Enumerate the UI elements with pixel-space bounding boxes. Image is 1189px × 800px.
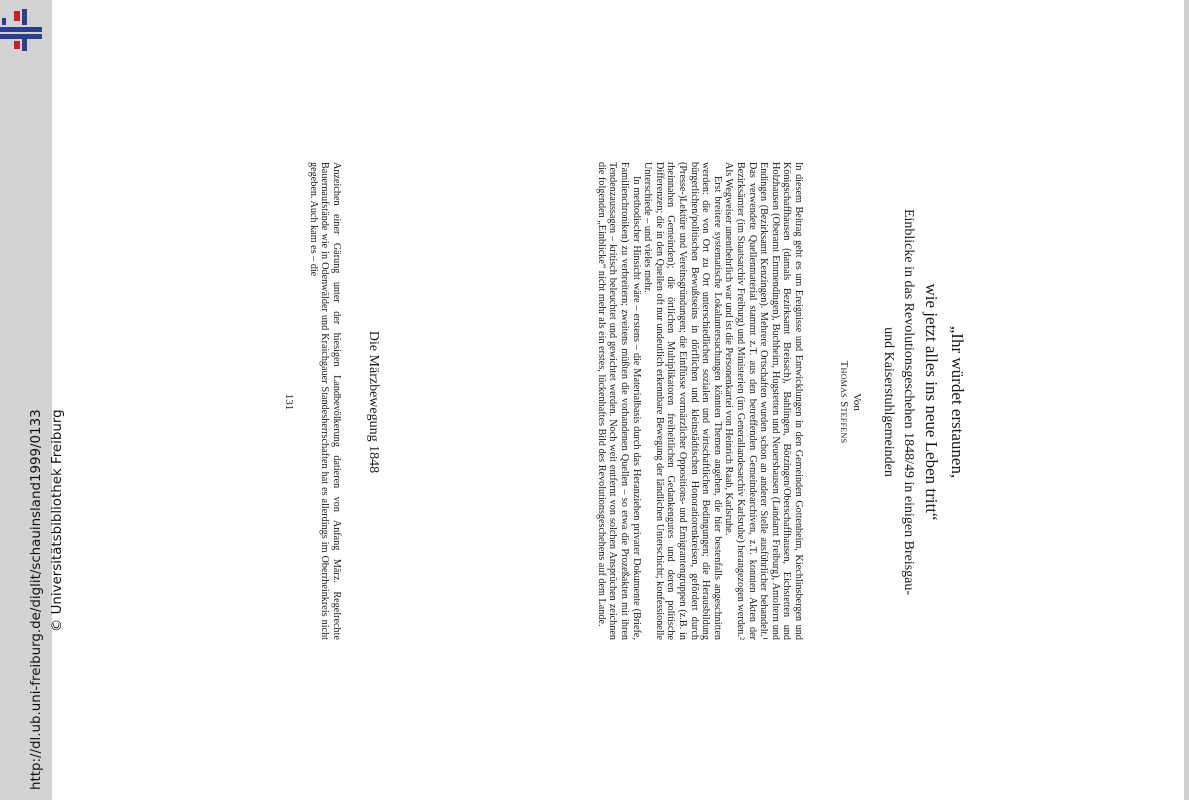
title-line-1: „Ihr würdet erstaunen, — [948, 325, 967, 479]
byline-von: Von — [851, 393, 863, 411]
section-heading: Die Märzbewegung 1848 — [366, 330, 381, 474]
article-subtitle — [878, 162, 918, 642]
article-title — [918, 162, 970, 642]
paragraph: Anzeichen einer Gärung unter der hiesigen Landbevölkerung datieren von Anfang März. Regelrechte Bauernaufstände wie in Odenwälder und Kraichgauer Standesherrschaften hat es allerdings im Oberrheinkreis nicht gegeben. Auch kam es – die — [307, 162, 342, 640]
paragraph: In diesem Beitrag geht es um Ereignisse und Entwicklungen in den Gemeinden Gottenheim, Kiechlinsbergen und Königschaffhausen (damals Bezirksamt Breisach), Bahlingen, Bötzingen/Oberschaffhausen, Eichstetten und Holzhausen (Oberamt Emmendingen), Buchheim, Hugstetten und Neuershausen (Landamt Freiburg), Amoltern und Endingen (Bezirksamt Kenzingen). Mehrere Ortschaften wurden schon an anderer Stelle ausführlicher behandelt.¹ Das verwendete Quellenmaterial stammt z.T. aus den betreffenden Gemeindearchiven, z.T. konnten Akten der Bezirksämter (im Staatsarchiv Freiburg) und Ministerien (im Generallandesarchiv Karlsruhe) herangezogen werden.² Als Wegweiser unentbehrlich war und ist die Personenkartei von Heinrich Raab, Karlsruhe. — [723, 162, 804, 640]
source-url[interactable]: http://dl.ub.uni-freiburg.de/diglit/schauinsland1999/0133 — [29, 409, 44, 790]
sidebar — [0, 0, 65, 800]
article-body — [595, 162, 804, 640]
subtitle-line-1: Einblicke in das Revolutionsgeschehen 1848/49 in einigen Breisgau- — [901, 208, 916, 596]
paragraph: Erst breitere systematische Lokaluntersuchungen könnten Themen angehen, die hier bestenfalls angeschnitten werden: die von Ort zu Ort unterschiedlichen sozialen und wirtschaftlichen Bedingungen; die Herausbildung bürgerlichen/politischen Bewußtseins in dörflichen und kleinstädtischen Honoratiorenkreisen, gefördert durch (Presse-)Lektüre und Vereinsgründungen; die Einflüsse vormärzlicher Oppositions- und Emigrantengruppen (z.B. in rheinnahen Gemeinden); die örtlichen Multiplikatoren freiheitlichen Gedankengutes und deren politische Differenzen; die in den Quellen oft nur undeutlich erkennbare Bewegung der ländlichen Unterschicht; konfessionelle Unterschiede – und vieles mehr. — [642, 162, 723, 640]
sidebar-text — [26, 409, 68, 790]
author-name: Thomas Steffens — [838, 360, 850, 444]
copyright-notice: © Universitätsbibliothek Freiburg — [50, 409, 65, 633]
section-body — [307, 162, 342, 640]
right-border — [1184, 0, 1189, 800]
document-page — [280, 162, 1000, 642]
subtitle-line-2: und Kaiserstuhlgemeinden — [881, 327, 896, 477]
title-line-2: wie jetzt alles ins neue Leben tritt“ — [922, 283, 941, 521]
library-logo-icon — [0, 9, 44, 51]
page-number: 131 — [283, 393, 295, 411]
paragraph: In methodischer Hinsicht wäre – erstens – die Materialbasis durch das Heranziehen privater Dokumente (Briefe, Familienchroniken) zu verbreitern; zweitens müßten die vorhandenen Quellen – so etwa die Prozeßakten mit ihren Tendenzaussagen – kritisch beleuchtet und gewichtet werden. Noch weit entfernt von solchen Ansprüchen zeichnen die folgenden „Einblicke“ nicht mehr als ein erstes, lückenhaftes Bild des Revolutionsgeschehens auf dem Lande. — [595, 162, 642, 640]
